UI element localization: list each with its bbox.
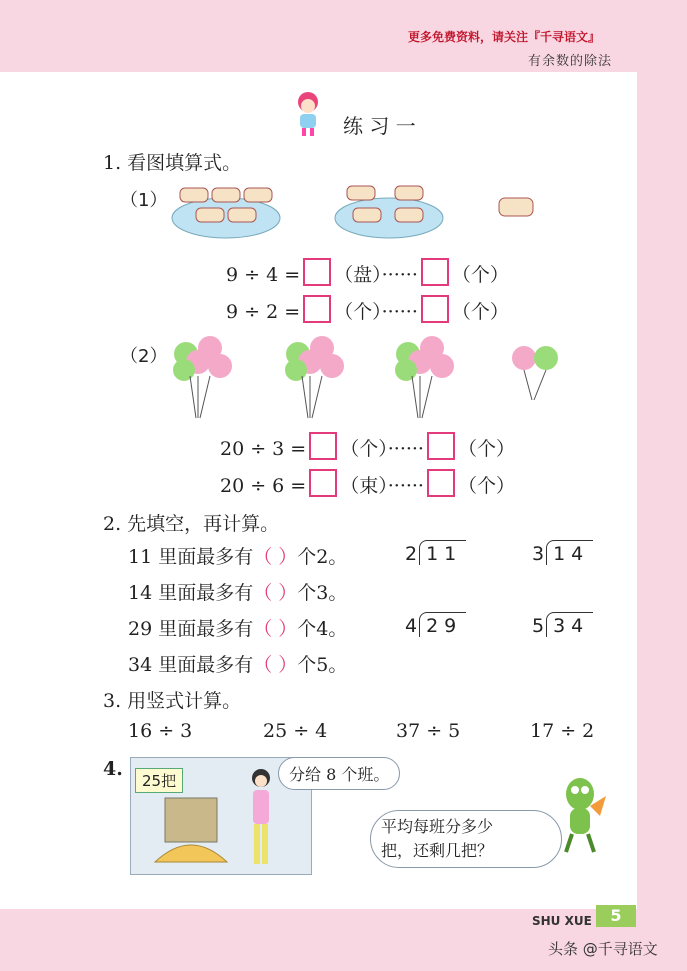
q2-row-suffix: 个2。: [297, 546, 348, 568]
divisor: 5: [532, 615, 545, 637]
answer-box[interactable]: [421, 258, 449, 286]
dividend: 34: [546, 612, 593, 637]
q1-part2-label: （2）: [120, 346, 168, 367]
dividend: 14: [546, 540, 593, 565]
promo-text: 更多免费资料，请关注『千寻语文』: [408, 30, 601, 44]
q2-row-text: 11 里面最多有: [128, 546, 254, 568]
q2-row-suffix: 个4。: [297, 618, 348, 640]
q2-row: [128, 578, 347, 605]
page-number: 5: [596, 905, 636, 927]
answer-box[interactable]: [309, 432, 337, 460]
answer-box[interactable]: [303, 258, 331, 286]
answer-box[interactable]: [421, 295, 449, 323]
dividend: 11: [419, 540, 466, 565]
single-cake-icon: [497, 194, 537, 222]
dividend: 29: [419, 612, 466, 637]
mascot-girl-icon: [290, 90, 326, 138]
divisor: 4: [405, 615, 418, 637]
balloon-bunch-3-icon: [390, 332, 460, 420]
answer-paren[interactable]: （ ）: [253, 546, 298, 568]
cake-plate-1-icon: [170, 180, 282, 240]
q2-row: [128, 542, 347, 569]
divisor: 2: [405, 543, 418, 565]
q1-p2-eq2-unit2: （个）: [457, 475, 515, 497]
q1-p1-eq2-unit2: （个）: [451, 301, 509, 323]
chapter-title: 有余数的除法: [528, 54, 613, 69]
answer-paren[interactable]: （ ）: [253, 582, 298, 604]
q1-p2-eq1: [220, 432, 515, 461]
q2-row-text: 34 里面最多有: [128, 654, 254, 676]
q2-row-text: 14 里面最多有: [128, 582, 254, 604]
q1-p2-eq2-expression: 20 ÷ 6 =: [220, 475, 307, 497]
q2-row-text: 29 里面最多有: [128, 618, 254, 640]
q1-p1-eq2-expression: 9 ÷ 2 =: [226, 301, 301, 323]
q3-heading: 3. 用竖式计算。: [103, 690, 242, 712]
q3-item: 37 ÷ 5: [396, 720, 461, 742]
q4-number: 4.: [103, 758, 123, 780]
q4-sign: 25把: [135, 768, 183, 793]
divisor: 3: [532, 543, 545, 565]
q3-item: 16 ÷ 3: [128, 720, 193, 742]
teacher-figure-icon: [239, 766, 279, 872]
q1-part1-label: （1）: [120, 190, 168, 211]
answer-box[interactable]: [427, 432, 455, 460]
balloon-bunch-2-icon: [280, 332, 350, 420]
speech-line-1: 平均每班分多少: [381, 817, 494, 836]
long-division: [532, 540, 593, 565]
long-division: [532, 612, 593, 637]
q1-p2-eq1-unit1: （个）······: [340, 438, 424, 460]
answer-paren[interactable]: （ ）: [253, 654, 298, 676]
q1-p2-eq2-unit1: （束）······: [340, 475, 424, 497]
q1-p2-eq1-unit2: （个）: [457, 438, 515, 460]
q1-p2-eq1-expression: 20 ÷ 3 =: [220, 438, 307, 460]
q2-row: [128, 650, 347, 677]
q1-p1-eq2: [226, 295, 509, 324]
answer-box[interactable]: [427, 469, 455, 497]
q2-row: [128, 614, 347, 641]
speech-bubble-1: 分给 8 个班。: [278, 757, 400, 790]
page-title: 练 习 一: [343, 114, 416, 138]
q1-p1-eq1: [226, 258, 509, 287]
q2-row-suffix: 个3。: [297, 582, 348, 604]
q1-p1-eq2-unit1: （个）······: [334, 301, 418, 323]
q2-row-suffix: 个5。: [297, 654, 348, 676]
cake-plate-2-icon: [333, 180, 445, 240]
speech-line-2: 把，还剩几把？: [381, 841, 494, 860]
q1-p1-eq1-expression: 9 ÷ 4 =: [226, 264, 301, 286]
q1-p1-eq1-unit1: （盘）······: [334, 264, 418, 286]
answer-box[interactable]: [303, 295, 331, 323]
speech-bubble-2: [370, 810, 562, 868]
q1-heading: 1. 看图填算式。: [103, 152, 242, 174]
balloon-pair-icon: [508, 342, 564, 402]
watermark: 头条 @千寻语文: [548, 940, 658, 958]
answer-box[interactable]: [309, 469, 337, 497]
umbrella-stack-icon: [151, 788, 231, 868]
q3-item: 25 ÷ 4: [263, 720, 328, 742]
cartoon-creature-icon: [556, 772, 608, 856]
long-division: [405, 540, 466, 565]
long-division: [405, 612, 466, 637]
q3-item: 17 ÷ 2: [530, 720, 595, 742]
q1-p2-eq2: [220, 469, 515, 498]
q2-heading: 2. 先填空，再计算。: [103, 513, 280, 535]
answer-paren[interactable]: （ ）: [253, 618, 298, 640]
right-band: [637, 0, 687, 971]
balloon-bunch-1-icon: [168, 332, 238, 420]
q1-p1-eq1-unit2: （个）: [451, 264, 509, 286]
footer-subject: SHU XUE: [532, 914, 592, 928]
